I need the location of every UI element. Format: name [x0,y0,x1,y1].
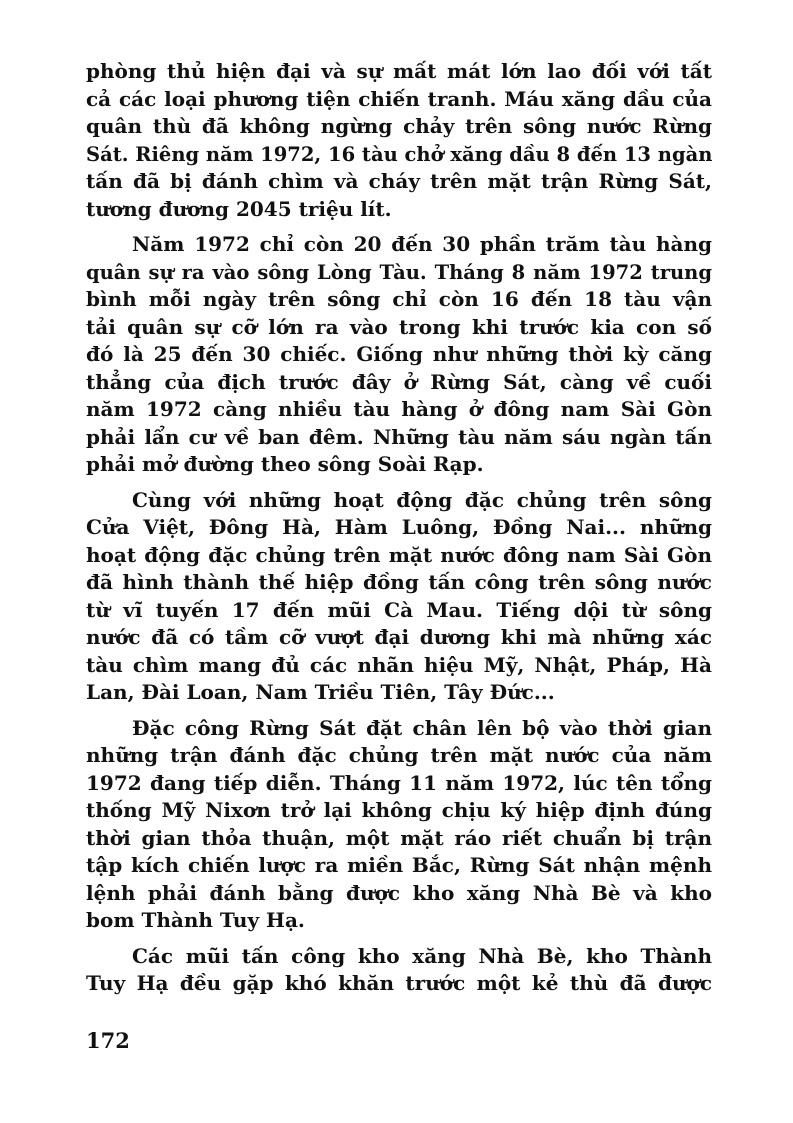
text-line: phòng thủ hiện đại và sự mất mát lớn lao đối với tất [86,59,712,83]
text-line: nước đã có tầm cỡ vượt đại dương khi mà những xác [86,625,712,649]
text-line: tương đương 2045 triệu lít. [86,196,392,221]
text-line: Các mũi tấn công kho xăng Nhà Bè, kho Thành [132,943,712,968]
text-line: tàu chìm mang đủ các nhãn hiệu Mỹ, Nhật, Pháp, Hà [86,652,712,677]
text-line: thẳng của địch trước đây ở Rừng Sát, càng về cuối [86,369,712,394]
text-line: cả các loại phương tiện chiến tranh. Máu xăng dầu của [86,86,712,111]
text-line: quân sự ra vào sông Lòng Tàu. Tháng 8 năm 1972 trung [86,260,712,284]
text-line: năm 1972 càng nhiều tàu hàng ở đông nam Sài Gòn [86,397,712,421]
text-line: đã hình thành thế hiệp đồng tấn công trên sông nước [86,570,712,594]
text-line: 1972 đang tiếp diễn. Tháng 11 năm 1972, lúc tên tổng [86,770,712,795]
text-line: Sát. Riêng năm 1972, 16 tàu chở xăng dầu 8 đến 13 ngàn [86,142,713,166]
paragraph [86,58,712,223]
paragraph [86,231,712,479]
text-line: Cửa Việt, Đông Hà, Hàm Luông, Đồng Nai... những [86,515,712,539]
text-line: từ vĩ tuyến 17 đến mũi Cà Mau. Tiếng dội từ sông [86,597,712,622]
text-line: tập kích chiến lược ra miền Bắc, Rừng Sát nhận mệnh [86,853,712,877]
paragraph [86,943,712,998]
text-line: Lan, Đài Loan, Nam Triều Tiên, Tây Đức... [86,680,555,704]
body-text [86,58,712,998]
text-line: bom Thành Tuy Hạ. [86,908,305,932]
text-line: phải mở đường theo sông Soài Rạp. [86,452,484,476]
text-line: Cùng với những hoạt động đặc chủng trên sông [132,487,712,512]
paragraph [86,487,712,707]
text-line: thống Mỹ Nixơn trở lại không chịu ký hiệp định đúng [86,798,712,822]
text-line: đó là 25 đến 30 chiếc. Giống như những thời kỳ căng [86,342,712,366]
page-number: 172 [86,1028,130,1053]
text-line: quân thù đã không ngừng chảy trên sông nước Rừng [86,114,712,138]
text-line: phải lẩn cư về ban đêm. Những tàu năm sáu ngàn tấn [86,424,712,449]
text-line: thời gian thỏa thuận, một mặt ráo riết chuẩn bị trận [86,825,712,850]
text-line: những trận đánh đặc chủng trên mặt nước của năm [86,743,712,767]
text-line: hoạt động đặc chủng trên mặt nước đông nam Sài Gòn [86,542,712,567]
text-line: lệnh phải đánh bằng được kho xăng Nhà Bè và kho [86,880,712,905]
text-line: Năm 1972 chỉ còn 20 đến 30 phần trăm tàu hàng [132,232,712,256]
text-line: bình mỗi ngày trên sông chỉ còn 16 đến 18 tàu vận [86,287,712,311]
text-line: Tuy Hạ đều gặp khó khăn trước một kẻ thù đã được [86,971,712,995]
text-line: tải quân sự cỡ lớn ra vào trong khi trước kia con số [86,314,712,339]
text-line: Đặc công Rừng Sát đặt chân lên bộ vào thời gian [132,715,712,740]
text-line: tấn đã bị đánh chìm và cháy trên mặt trận Rừng Sát, [86,169,712,193]
paragraph [86,715,712,935]
